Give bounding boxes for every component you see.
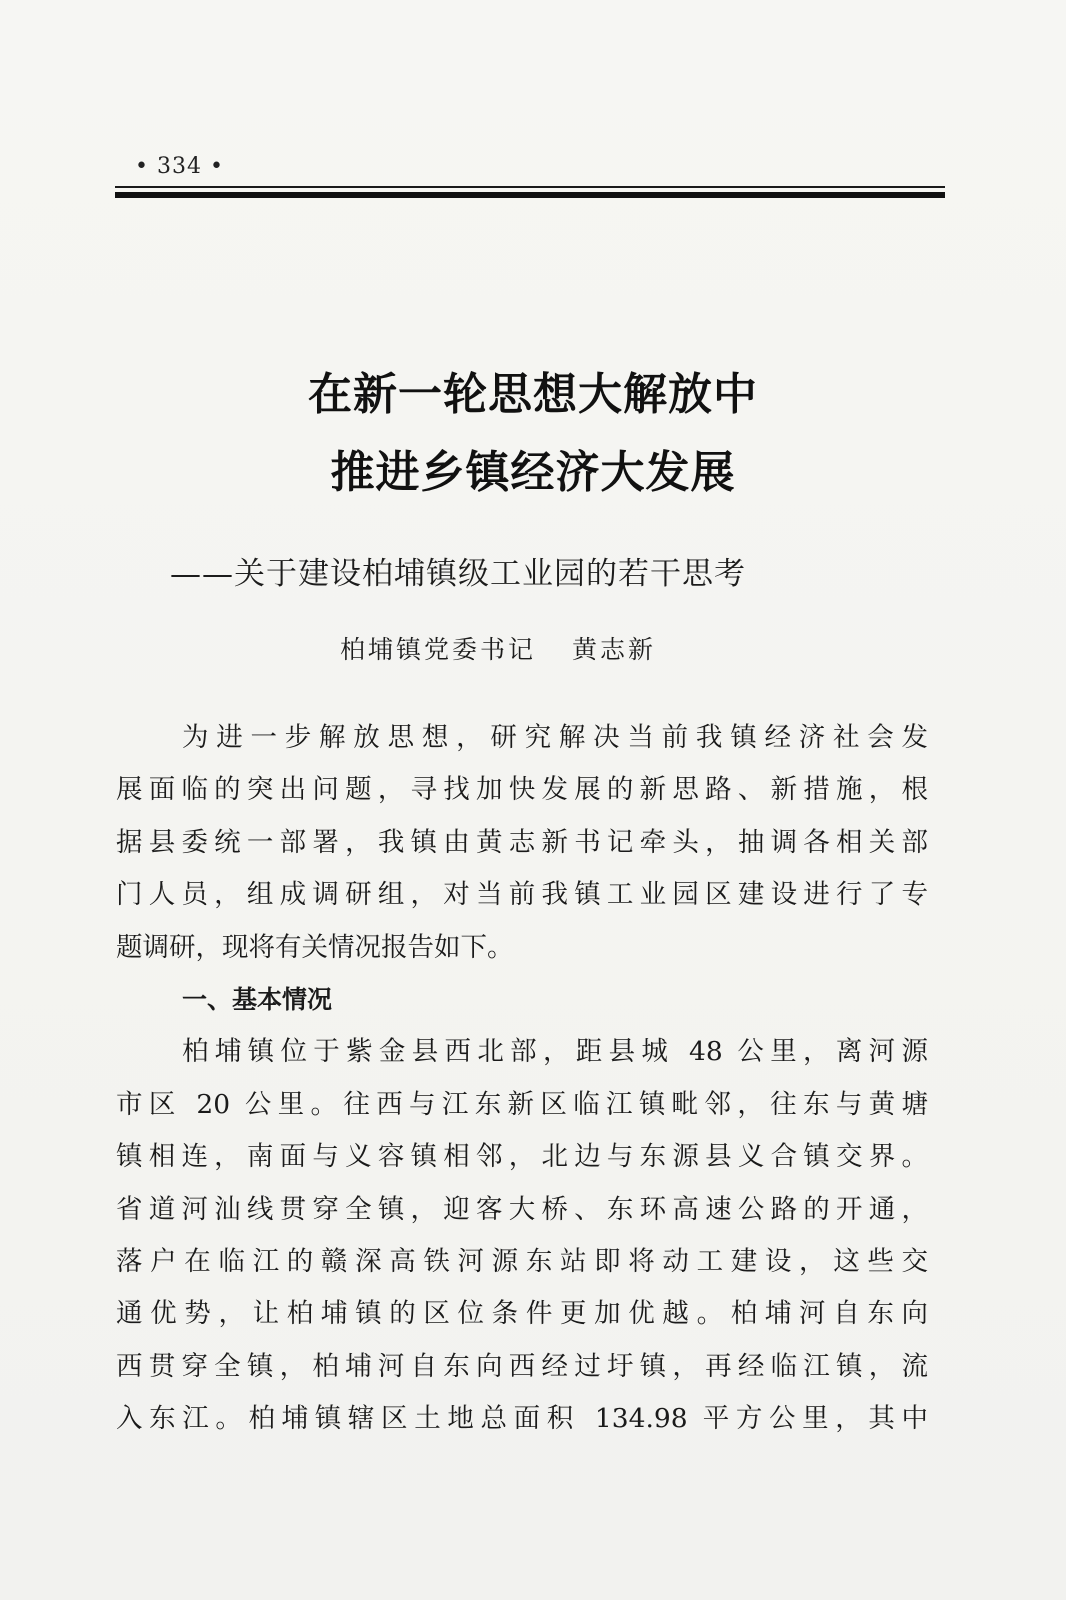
- paragraph-line: 市区 20 公里。往西与江东新区临江镇毗邻，往东与黄塘: [116, 1088, 928, 1120]
- author-name: 黄志新: [572, 635, 657, 664]
- paragraph-line: 据县委统一部署，我镇由黄志新书记牵头，抽调各相关部: [116, 826, 928, 858]
- article-body: [116, 712, 928, 1445]
- section-heading: 一、基本情况: [182, 984, 333, 1014]
- page-header: [115, 150, 945, 210]
- paragraph-line: 为进一步解放思想，研究解决当前我镇经济社会发: [182, 722, 928, 753]
- paragraph-line: 题调研，现将有关情况报告如下。: [116, 931, 514, 963]
- header-rule-thin: [115, 186, 945, 188]
- paragraph-line: 镇相连，南面与义容镇相邻，北边与东源县义合镇交界。: [116, 1141, 928, 1173]
- article-subtitle: ——关于建设柏埔镇级工业园的若干思考: [170, 556, 746, 592]
- page-number: • 334 •: [135, 154, 224, 179]
- header-rule-thick: [115, 192, 945, 198]
- article-title-line-2: 推进乡镇经济大发展: [330, 447, 736, 498]
- paragraph-line: 门人员，组成调研组，对当前我镇工业园区建设进行了专: [116, 879, 928, 911]
- paragraph-line: 柏埔镇位于紫金县西北部，距县城 48 公里，离河源: [182, 1036, 928, 1068]
- article-title-line-1: 在新一轮思想大解放中: [308, 369, 758, 420]
- paragraph-line: 省道河汕线贯穿全镇，迎客大桥、东环高速公路的开通，: [116, 1193, 928, 1225]
- paragraph-line: 通优势，让柏埔镇的区位条件更加优越。柏埔河自东向: [116, 1298, 928, 1330]
- byline: [340, 630, 656, 666]
- paragraph-line: 展面临的突出问题，寻找加快发展的新思路、新措施，根: [116, 774, 928, 806]
- paragraph-line: 西贯穿全镇，柏埔河自东向西经过圩镇，再经临江镇，流: [116, 1350, 928, 1382]
- paragraph-line: 落户在临江的赣深高铁河源东站即将动工建设，这些交: [116, 1245, 928, 1277]
- author-role: 柏埔镇党委书记: [340, 635, 537, 664]
- paragraph-line: 入东江。柏埔镇辖区土地总面积 134.98 平方公里，其中: [116, 1403, 928, 1435]
